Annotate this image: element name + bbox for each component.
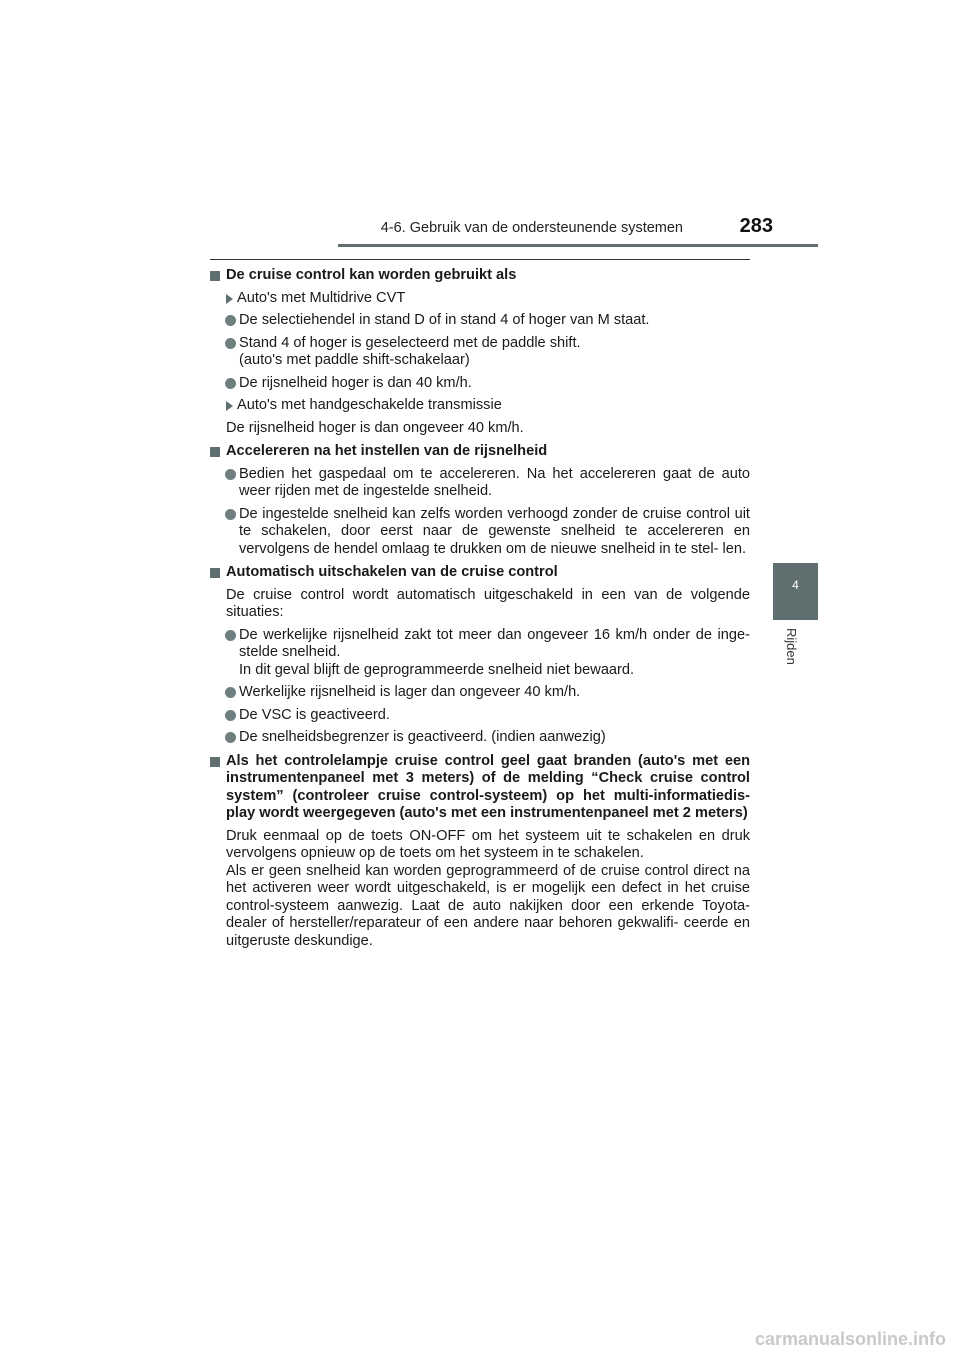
vehicle-variant-label [210,397,750,415]
bullet-text: De ingestelde snelheid kan zelfs worden verhoogd zonder de cruise control uit te schakelen, door eerst naar de gewenste snelheid te accelereren en vervolgens de hendel omlaag te drukken om de nieuwe snelheid in te stel- len. [239,505,750,557]
bullet-text: De snelheidsbegrenzer is geactiveerd. (indien aanwezig) [239,729,606,745]
paragraph: De rijsnelheid hoger is dan ongeveer 40 km/h. [226,419,524,436]
chapter-tab-label-text: Rijden [784,628,799,665]
square-marker-icon [210,447,220,457]
vehicle-variant-label [210,290,750,308]
bullet-item [210,729,750,747]
chapter-title: 4-6. Gebruik van de ondersteunende systemen [380,220,683,236]
content-top-rule [210,259,750,260]
section-heading-text: Accelereren na het instellen van de rijsnelheid [226,443,548,459]
bullet-item [210,506,750,559]
page-number: 283 [739,215,773,237]
bullet-dot-icon [225,469,236,480]
section-heading-text: Als het controlelampje cruise control geel gaat branden (auto's met een instrumentenpaneel met 3 meters) of de melding “Check cruise control system” (controleer cruise control-systeem) op het multi-informatiedis- play wordt weergegeven (auto's met een instrumentenpaneel met 2 meters) [226,752,750,821]
bullet-dot-icon [225,630,236,641]
page-content [210,259,750,950]
bullet-dot-icon [225,378,236,389]
bullet-dot-icon [225,710,236,721]
watermark: carmanualsonline.info [754,1329,946,1349]
bullet-dot-icon [225,338,236,349]
square-marker-icon [210,271,220,281]
paragraph: Druk eenmaal op de toets ON-OFF om het systeem uit te schakelen en druk vervolgens opnieuw op de toets om het systeem in te schakelen. [226,827,750,861]
square-marker-icon [210,568,220,578]
bullet-text: Werkelijke rijsnelheid is lager dan ongeveer 40 km/h. [239,684,581,700]
bullet-text: De selectiehendel in stand D of in stand 4 of hoger van M staat. [239,312,650,328]
bullet-dot-icon [225,732,236,743]
bullet-dot-icon [225,687,236,698]
section-heading [210,443,750,461]
section-heading-text: De cruise control kan worden gebruikt als [226,267,517,283]
bullet-item [210,684,750,702]
paragraph: Als er geen snelheid kan worden geprogrammeerd of de cruise control direct na het activeren weer wordt uitgeschakeld, is er mogelijk een defect in het cruise control-systeem aanwezig. Laat de auto nakijken door een erkende Toyota-dealer of hersteller/reparateur of een andere naar behoren gekwalifi- ceerde en uitgeruste deskundige. [226,862,750,949]
chapter-tab-number: 4 [792,578,799,592]
vehicle-variant-text: Auto's met Multidrive CVT [237,289,406,306]
bullet-item [210,466,750,501]
bullet-text: De VSC is geactiveerd. [239,706,390,723]
page-header [338,210,818,250]
vehicle-variant-text: Auto's met handgeschakelde transmissie [237,397,502,413]
bullet-item [210,375,750,393]
triangle-marker-icon [226,294,233,304]
chapter-tab-label [783,628,805,688]
bullet-dot-icon [225,315,236,326]
section-heading [210,753,750,823]
bullet-text: Stand 4 of hoger is geselecteerd met de paddle shift. [239,334,581,351]
bullet-text: De rijsnelheid hoger is dan 40 km/h. [239,374,472,391]
triangle-marker-icon [226,401,233,411]
section-heading [210,267,750,285]
bullet-dot-icon [225,509,236,520]
bullet-note: In dit geval blijft de geprogrammeerde snelheid niet bewaard. [239,661,635,678]
bullet-item [210,312,750,330]
square-marker-icon [210,757,220,767]
bullet-item [210,707,750,725]
section-heading [210,564,750,582]
bullet-item [210,335,750,370]
bullet-text: De werkelijke rijsnelheid zakt tot meer dan ongeveer 16 km/h onder de inge- stelde snelheid. [239,626,750,660]
chapter-tab[interactable] [773,563,818,620]
bullet-item [210,627,750,680]
bullet-note: (auto's met paddle shift-schakelaar) [239,352,470,368]
header-rule [338,244,818,247]
paragraph: De cruise control wordt automatisch uitgeschakeld in een van de volgende situaties: [226,586,750,620]
bullet-text: Bedien het gaspedaal om te accelereren. Na het accelereren gaat de auto weer rijden met de ingestelde snelheid. [239,465,750,499]
section-heading-text: Automatisch uitschakelen van de cruise control [226,564,558,580]
